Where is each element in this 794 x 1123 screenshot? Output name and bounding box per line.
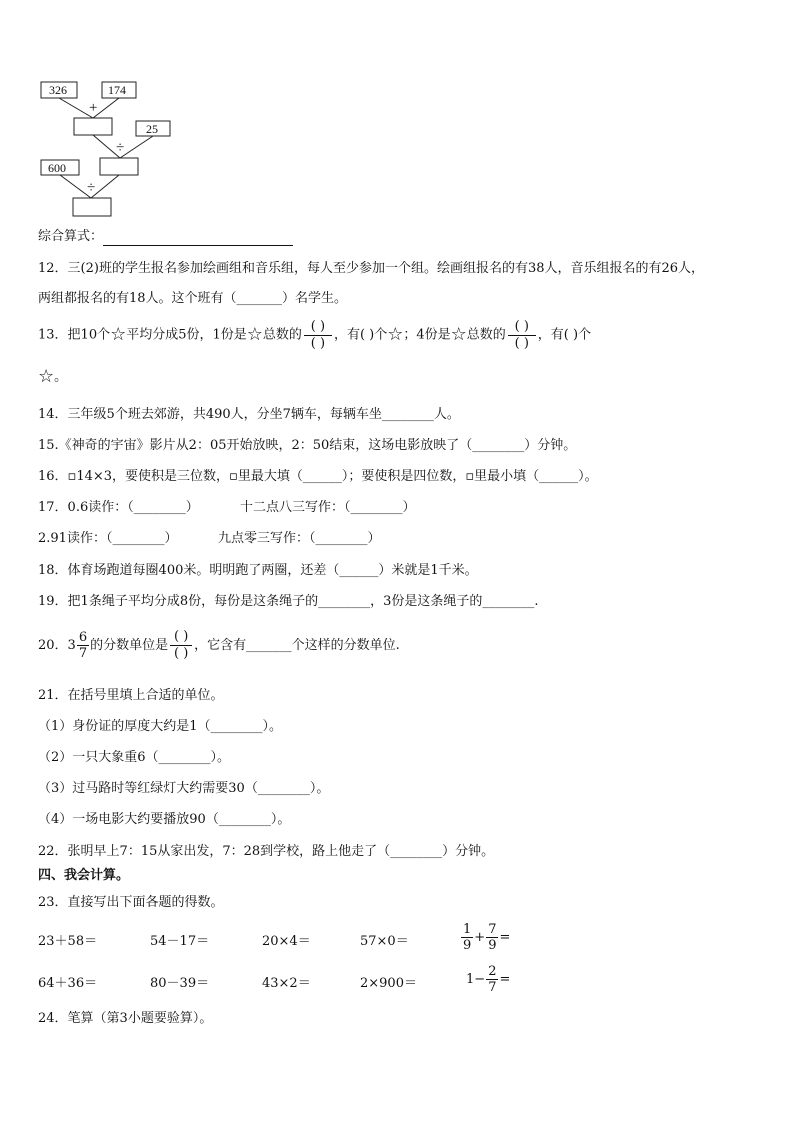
question-17-c: 2.91读作：（________） [38,531,178,546]
question-19: 19．把1条绳子平均分成8份，每份是这条绳子的________，3份是这条绳子的________. [38,594,539,609]
diagram-label-174: 174 [108,83,126,97]
question-13-continued: ☆。 [38,366,68,387]
combined-expression-label: 综合算式： [38,229,104,244]
calc-item: 20×4＝ [262,934,311,949]
star-icon: ☆ [38,366,55,387]
fraction-sum-item: $\frac{1}{9}$ + $\frac{7}{9}$ = [463,922,511,953]
mixed-number-whole: 3 [67,638,76,653]
star-icon: ☆ [246,324,263,345]
question-16: 16．▫14×3，要使积是三位数，▫里最大填（______）；要使积是四位数，▫里最小填（______）。 [38,469,598,484]
question-15: 15.《神奇的宇宙》影片从2：05开始放映，2：50结束，这场电影放映了（________）分钟。 [38,438,577,453]
diagram-label-326: 326 [49,83,67,97]
star-icon: ☆ [450,324,467,345]
calc-item: 43×2＝ [262,976,311,991]
section-4-heading: 四、我会计算。 [38,868,130,883]
question-22: 22．张明早上7：15从家出发，7：28到学校，路上他走了（________）分钟。 [38,844,495,859]
diagram-op-plus: + [89,100,98,116]
question-12-line-2: 两组都报名的有18人。这个班有（_______）名学生。 [38,291,348,306]
diagram-box-quotient [100,158,138,175]
fraction-subtract-item: 1− $\frac{2}{7}$ = [466,964,511,995]
question-21-1: （1）身份证的厚度大约是1（________）。 [38,719,283,734]
star-icon: ☆ [110,324,127,345]
question-21-3: （3）过马路时等红绿灯大约需要30（________）。 [38,781,330,796]
calc-item: 80－39＝ [150,976,210,991]
combined-expression-answer-blank[interactable] [103,232,293,246]
calculation-flow-diagram [36,78,186,220]
question-21-4: （4）一场电影大约要播放90（________）。 [38,812,291,827]
diagram-label-600: 600 [48,161,66,175]
question-13: 13．把10个☆平均分成5份，1份是☆总数的 ( ) ( ) ，有( )个☆；4份是☆总数的 ( ) ( ) ，有( )个 [38,318,592,351]
question-18: 18．体育场跑道每圈400米。明明跑了两圈，还差（______）米就是1千米。 [38,563,478,578]
calc-item: 54－17＝ [150,934,210,949]
diagram-op-divide-1: ÷ [116,140,125,156]
question-14: 14．三年级5个班去郊游，共490人，分坐7辆车，每辆车坐________人。 [38,407,460,422]
fraction-answer-blank-2[interactable]: ( ) ( ) [508,320,536,351]
fraction-unit-answer-blank[interactable]: ( ) ( ) [170,630,192,661]
calc-item: 2×900＝ [360,976,417,991]
diagram-box-result [73,198,111,216]
question-20: 20．3 $\frac{6}{7}$ 的分数单位是 ( ) ( ) ，它含有_______个这样的分数单位. [38,629,400,661]
diagram-box-sum [74,118,112,135]
question-12-line-1: 12．三(2)班的学生报名参加绘画组和音乐组，每人至少参加一个组。绘画组报名的有38人，音乐组报名的有26人， [38,261,705,276]
star-icon: ☆ [387,324,404,345]
question-17-d: 九点零三写作：（________） [218,531,381,546]
question-24: 24．笔算（第3小题要验算）。 [38,1011,213,1026]
combined-expression-line [38,228,293,246]
diagram-op-divide-2: ÷ [87,180,96,196]
question-23: 23．直接写出下面各题的得数。 [38,895,224,910]
calc-item: 64＋36＝ [38,976,98,991]
calc-item: 57×0＝ [360,934,409,949]
mixed-number-fraction: $\frac{6}{7}$ [78,630,88,661]
question-17-a: 17．0.6读作：（________） [38,500,199,515]
fraction-answer-blank-1[interactable]: ( ) ( ) [304,320,332,351]
question-21-2: （2）一只大象重6（________）。 [38,750,231,765]
question-21: 21．在括号里填上合适的单位。 [38,688,224,703]
diagram-label-25: 25 [146,122,158,136]
question-17-b: 十二点八三写作：（________） [240,500,416,515]
calc-item: 23＋58＝ [38,934,98,949]
